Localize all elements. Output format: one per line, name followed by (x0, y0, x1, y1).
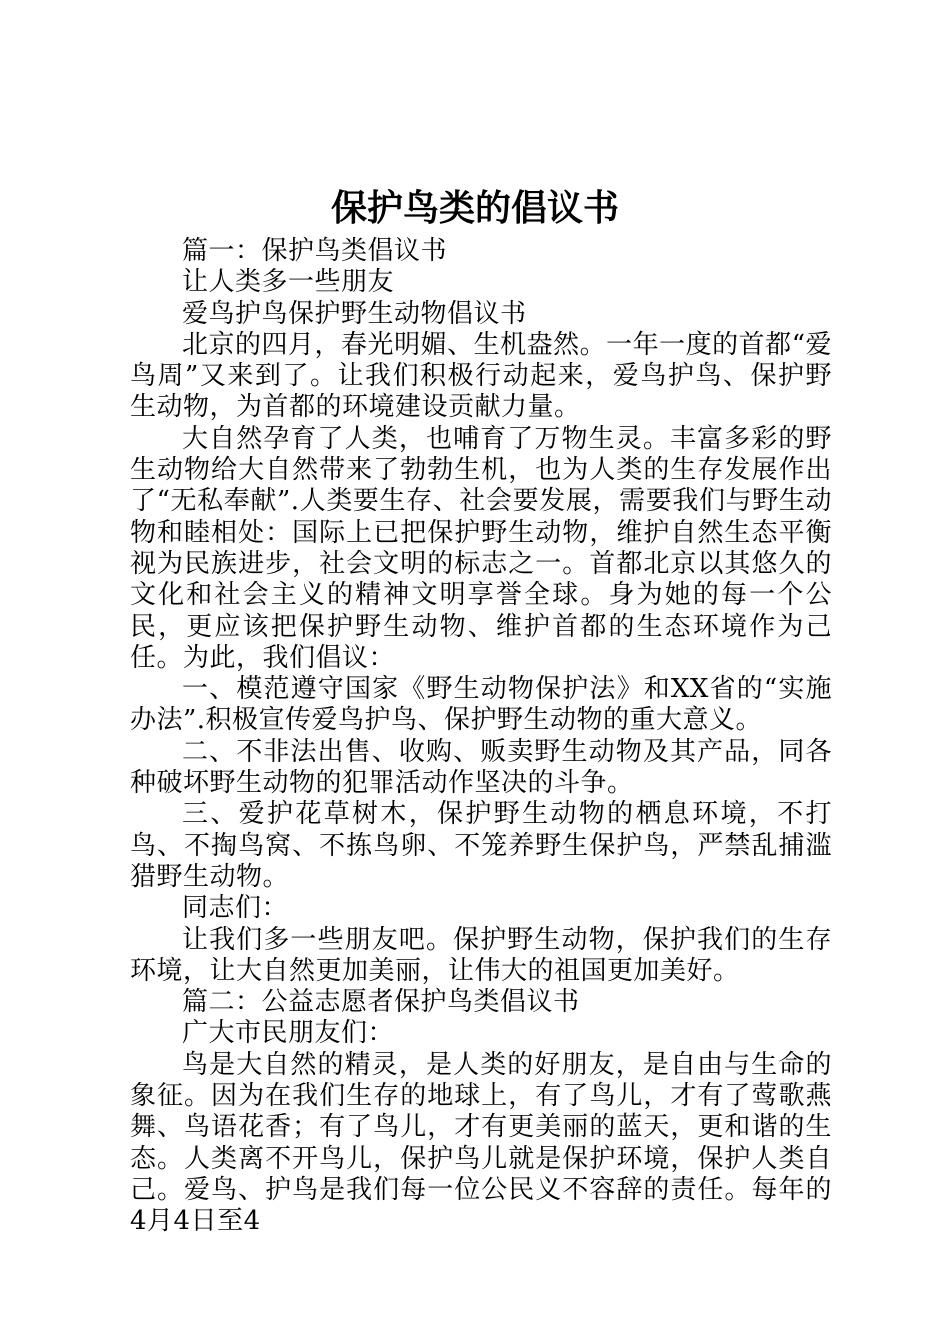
body-paragraph: 让我们多一些朋友吧。保护野生动物，保护我们的生存环境，让大自然更加美丽，让伟大的祖国更加美好。 (130, 924, 832, 986)
body-paragraph: 北京的四月，春光明媚、生机盎然。一年一度的首都“爱鸟周”又来到了。让我们积极行动起来，爱鸟护鸟、保护野生动物，为首都的环境建设贡献力量。 (130, 329, 832, 423)
proposal-item: 二、不非法出售、收购、贩卖野生动物及其产品，同各种破坏野生动物的犯罪活动作坚决的斗争。 (130, 736, 832, 799)
salutation: 广大市民朋友们： (182, 1018, 395, 1049)
subtitle-line: 让人类多一些朋友 (182, 267, 395, 298)
section-heading: 篇二：公益志愿者保护鸟类倡议书 (182, 987, 580, 1018)
body-paragraph: 大自然孕育了人类，也哺育了万物生灵。丰富多彩的野生动物给大自然带来了勃勃生机，也为人类的生存发展作出了“无私奉献”.人类要生存、社会要发展，需要我们与野生动物和睦相处：国际上已把保护野生动物，维护自然生态平衡视为民族进步，社会文明的标志之一。首都北京以其悠久的文化和社会主义的精神文明享誉全球。身为她的每一个公民，更应该把保护野生动物、维护首都的生态环境作为己任。为此，我们倡议： (130, 423, 832, 673)
document-title: 保护鸟类的倡议书 (330, 187, 619, 229)
document-body (130, 236, 832, 1238)
section-heading: 篇一：保护鸟类倡议书 (182, 236, 448, 266)
proposal-item: 三、爱护花草树木，保护野生动物的栖息环境，不打鸟、不掏鸟窝、不拣鸟卵、不笼养野生保护鸟，严禁乱捕滥猎野生动物。 (130, 799, 832, 892)
subtitle-line: 爱鸟护鸟保护野生动物倡议书 (182, 298, 527, 329)
proposal-item: 一、模范遵守国家《野生动物保护法》和XX省的“实施办法”.积极宣传爱鸟护鸟、保护野生动物的重大意义。 (130, 674, 832, 736)
salutation: 同志们： (182, 893, 289, 924)
body-paragraph: 鸟是大自然的精灵，是人类的好朋友，是自由与生命的象征。因为在我们生存的地球上，有了鸟儿，才有了莺歌燕舞、鸟语花香；有了鸟儿，才有更美丽的蓝天，更和谐的生态。人类离不开鸟儿，保护鸟儿就是保护环境，保护人类自己。爱鸟、护鸟是我们每一位公民义不容辞的责任。每年的4月4日至4 (130, 1049, 832, 1237)
